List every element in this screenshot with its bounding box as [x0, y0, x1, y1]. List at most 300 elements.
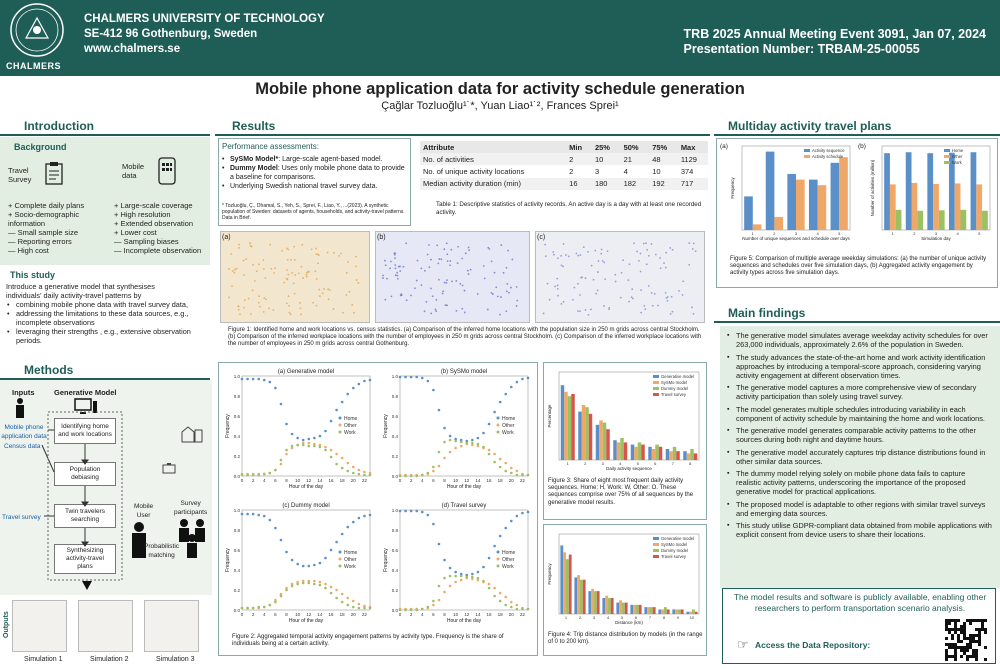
map-point	[428, 244, 430, 246]
map-point	[428, 266, 430, 268]
qr-module	[978, 634, 981, 637]
legend-label: Home	[344, 416, 358, 422]
y-tick-label: 0.4	[391, 434, 398, 439]
bar-sysmo-model	[687, 453, 691, 460]
qr-module	[975, 658, 978, 661]
qr-module	[963, 649, 966, 652]
map-point	[263, 297, 265, 299]
x-tick-label: 1	[891, 231, 894, 236]
map-dots	[220, 231, 705, 323]
map-point	[543, 313, 545, 315]
qr-module	[972, 640, 975, 643]
bar-generative-model	[630, 605, 633, 614]
bar-activity-schedule	[753, 224, 762, 230]
data-point-other	[438, 599, 441, 602]
data-point-home	[488, 423, 491, 426]
bar-generative-model	[616, 603, 619, 614]
bar-work	[960, 210, 966, 230]
map-point	[503, 272, 505, 274]
data-point-home	[504, 393, 507, 396]
map-point	[557, 285, 559, 287]
x-tick-label: 16	[328, 612, 334, 617]
twin-box: Twin travelers searching	[54, 504, 116, 528]
map-point	[249, 242, 251, 244]
map-point	[600, 253, 602, 255]
bar-generative-model	[631, 445, 635, 460]
bar-home	[884, 153, 890, 230]
data-point-other	[443, 591, 446, 594]
x-tick-label: 3	[934, 231, 938, 236]
map-point	[315, 253, 317, 255]
map-point	[457, 262, 459, 264]
data-point-home	[274, 387, 277, 390]
map-point	[693, 313, 695, 315]
x-tick-label: 2	[409, 612, 413, 617]
qr-module	[951, 634, 954, 637]
map-point	[286, 278, 288, 280]
x-tick-label: 18	[497, 478, 503, 483]
map-point	[691, 306, 693, 308]
bar-generative-model	[561, 385, 565, 460]
data-point-other	[499, 592, 502, 595]
y-tick-label: 0.6	[391, 548, 398, 553]
x-tick-label: 12	[306, 478, 312, 483]
debias-box: Population debiasing	[54, 462, 116, 486]
x-axis-label: Number of unique sequences and schedule over days	[742, 236, 850, 241]
bar-dummy-model	[636, 605, 639, 614]
map-point	[312, 302, 314, 304]
map-point	[236, 268, 238, 270]
data-point-other	[510, 467, 513, 470]
map-point	[665, 252, 667, 254]
data-point-work	[516, 474, 519, 477]
repo-text: The model results and software is publicly available, enabling other researchers to perform transportation scenario analysis.	[733, 592, 987, 613]
x-tick-label: 7	[648, 615, 652, 620]
data-point-work	[335, 463, 338, 466]
x-axis-label: Hour of the day	[288, 618, 324, 624]
results-rule	[215, 134, 710, 136]
bar-generative-model	[683, 451, 687, 460]
map-point	[442, 290, 444, 292]
map-point	[252, 264, 254, 266]
data-point-work	[246, 474, 249, 477]
qr-module	[969, 643, 972, 646]
qr-module	[975, 655, 978, 658]
map-point	[327, 252, 329, 254]
map-point	[544, 244, 546, 246]
data-point-other	[341, 593, 344, 596]
map-point	[258, 263, 260, 265]
y-tick-label: 0.0	[391, 608, 398, 613]
list-item: ▪ The model generates multiple schedules introducing variability in each component of activity schedule by maintaining the home and work locations.	[726, 405, 992, 423]
footnote: * Tozluoğlu, Ç., Dhamal, S., Yeh, S., Sprei, F., Liao, Y., ...(2023). A synthetic population of Sweden: datasets of agents, households, and activity-travel patterns. Data in Brief.	[222, 203, 405, 221]
data-point-other	[460, 445, 463, 448]
data-point-home	[346, 393, 349, 396]
sim-1-label: Simulation 1	[24, 656, 63, 663]
map-point	[563, 243, 565, 245]
travel-survey-points: + Complete daily plans + Socio-demographic information — Small sample size — Reporting errors — High cost	[8, 201, 85, 255]
map-point	[281, 250, 283, 252]
map-point	[327, 288, 329, 290]
data-point-work	[358, 473, 361, 476]
map-point	[290, 259, 292, 261]
qr-module	[945, 622, 948, 625]
data-point-home	[246, 513, 249, 516]
x-tick-label: 16	[486, 478, 492, 483]
data-point-home	[302, 439, 305, 442]
map-point	[306, 276, 308, 278]
data-point-home	[493, 411, 496, 414]
map-point	[659, 257, 661, 259]
data-point-other	[358, 603, 361, 606]
qr-module	[954, 658, 957, 661]
map-point	[593, 279, 595, 281]
x-tick-label: 2	[251, 612, 255, 617]
map-point	[340, 253, 342, 255]
qr-module	[951, 643, 954, 646]
data-point-other	[460, 579, 463, 582]
map-point	[426, 301, 428, 303]
x-tick-label: 7	[671, 461, 674, 466]
legend-label: Activity sequence	[812, 148, 845, 153]
qr-module	[963, 631, 966, 634]
qr-module	[978, 631, 981, 634]
qr-module	[948, 655, 951, 658]
data-point-home	[443, 559, 446, 562]
qr-module	[957, 628, 960, 631]
map-point	[595, 293, 597, 295]
x-tick-label: 18	[339, 612, 345, 617]
y-tick-label: 1.0	[391, 374, 398, 379]
map-point	[421, 284, 423, 286]
data-point-other	[443, 457, 446, 460]
data-point-other	[363, 471, 366, 474]
x-tick-label: 5	[620, 615, 624, 620]
repo-link[interactable]: Access the Data Repository:	[755, 640, 871, 650]
x-tick-label: 18	[497, 612, 503, 617]
list-item: ▪ The generative model generates comparable activity patterns to the other sources during both night and daytime hours.	[726, 426, 992, 444]
data-point-other	[449, 585, 452, 588]
bar-dummy-model	[585, 407, 589, 460]
data-point-work	[257, 606, 260, 609]
flow-arrows	[0, 380, 212, 595]
bar-work	[982, 211, 988, 230]
map-point	[601, 249, 603, 251]
y-tick-label: 0.6	[391, 414, 398, 419]
qr-code-icon[interactable]	[945, 619, 987, 661]
map-point	[508, 292, 510, 294]
data-point-other	[488, 583, 491, 586]
list-item: ▪ The generative model captures a more comprehensive view of secondary activity participation than solely using travel survey.	[726, 383, 992, 401]
x-tick-label: 8	[662, 615, 666, 620]
data-point-home	[521, 512, 524, 515]
qr-module	[945, 655, 948, 658]
y-tick-label: 0.2	[391, 588, 398, 593]
bar-generative-model	[588, 591, 591, 614]
methods-panel	[0, 380, 212, 595]
map-point	[289, 312, 291, 314]
data-point-work	[410, 475, 413, 478]
list-item: ▪ This study utilise GDPR-compliant data obtained from mobile applications with explicit consent from device users to share their locations.	[726, 521, 992, 539]
map-point	[233, 272, 235, 274]
qr-module	[972, 634, 975, 637]
map-point	[283, 282, 285, 284]
bar-travel-survey	[569, 555, 572, 614]
qr-module	[966, 646, 969, 649]
x-tick-label: 18	[339, 478, 345, 483]
mobile-user-label: Mobile User	[134, 503, 154, 519]
map-point	[338, 255, 340, 257]
data-point-work	[415, 609, 418, 612]
data-point-other	[454, 447, 457, 450]
bar-travel-survey	[625, 603, 628, 614]
header	[0, 0, 1000, 76]
data-point-home	[263, 379, 266, 382]
map-point	[263, 268, 265, 270]
map-point	[347, 261, 349, 263]
legend-marker	[339, 424, 342, 427]
qr-module	[966, 619, 969, 622]
legend-marker	[653, 375, 659, 378]
intro-heading: Introduction	[24, 119, 94, 133]
simulation-3-map	[144, 600, 199, 652]
data-point-work	[521, 474, 524, 477]
qr-module	[963, 628, 966, 631]
qr-module	[954, 655, 957, 658]
map-point	[651, 243, 653, 245]
data-point-home	[252, 513, 255, 516]
qr-module	[969, 646, 972, 649]
map-point	[288, 305, 290, 307]
legend-marker	[497, 565, 500, 568]
bar-travel-survey	[667, 609, 670, 614]
map-point	[665, 267, 667, 269]
x-tick-label: 22	[361, 612, 367, 617]
data-point-home	[510, 520, 513, 523]
data-point-home	[510, 386, 513, 389]
qr-module	[960, 646, 963, 649]
map-point	[577, 255, 579, 257]
map-point	[516, 300, 518, 302]
data-point-work	[499, 466, 502, 469]
data-point-work	[241, 474, 244, 477]
qr-module	[969, 622, 972, 625]
qr-module	[945, 628, 948, 631]
data-point-work	[313, 583, 316, 586]
x-tick-label: 8	[443, 478, 446, 483]
map-point	[287, 259, 289, 261]
data-point-work	[449, 439, 452, 442]
x-axis-label: Distance (km)	[615, 620, 643, 625]
data-point-home	[369, 514, 372, 517]
bar-generative-model	[596, 425, 600, 460]
data-point-home	[410, 510, 413, 513]
data-point-work	[246, 607, 249, 610]
map-point	[640, 271, 642, 273]
x-tick-label: 6	[274, 612, 277, 617]
data-point-work	[415, 475, 418, 478]
background-heading: Background	[14, 142, 67, 152]
x-tick-label: 20	[508, 612, 514, 617]
x-tick-label: 16	[328, 478, 334, 483]
simulation-2-map	[78, 600, 133, 652]
data-point-work	[527, 608, 530, 611]
bar-dummy-model	[638, 442, 642, 460]
map-point	[627, 279, 629, 281]
bar-dummy-model	[603, 423, 607, 460]
map-point	[461, 258, 463, 260]
map-point	[355, 265, 357, 267]
legend-marker	[944, 149, 950, 152]
map-point	[585, 277, 587, 279]
x-tick-label: 2	[251, 478, 255, 483]
qr-module	[981, 619, 984, 622]
map-point	[239, 313, 241, 315]
y-tick-label: 0.2	[233, 454, 240, 459]
findings-list	[720, 326, 1000, 539]
study-bullet-3: • leveraging their strengths , e.g., extensive observation periods.	[7, 327, 191, 345]
data-point-other	[335, 453, 338, 456]
data-point-work	[352, 472, 355, 475]
x-tick-label: 8	[285, 612, 288, 617]
map-point	[495, 286, 497, 288]
multiday-heading: Multiday activity travel plans	[728, 119, 892, 133]
qr-module	[963, 622, 966, 625]
x-tick-label: 4	[421, 612, 424, 617]
map-point	[444, 282, 446, 284]
map-point	[470, 269, 472, 271]
map-point	[552, 251, 554, 253]
address: SE-412 96 Gothenburg, Sweden	[84, 28, 258, 40]
x-tick-label: 5	[636, 461, 639, 466]
x-tick-label: 12	[464, 478, 470, 483]
map-point	[604, 278, 606, 280]
map-point	[430, 287, 432, 289]
qr-module	[972, 619, 975, 622]
qr-module	[975, 649, 978, 652]
bar-sysmo-model	[564, 392, 568, 460]
x-tick-label: 8	[689, 461, 692, 466]
poster-title: Mobile phone application data for activity schedule generation	[255, 80, 745, 98]
qr-module	[963, 637, 966, 640]
legend-label: Other	[502, 557, 515, 563]
data-point-work	[477, 443, 480, 446]
bar-travel-survey	[571, 394, 575, 460]
bar-activity-sequence	[809, 180, 818, 230]
table-row: No. of activities 2 10 21 48 1129	[420, 153, 708, 165]
map-point	[590, 309, 592, 311]
line-plots	[220, 364, 536, 632]
y-tick-label: 0.6	[233, 414, 240, 419]
data-point-work	[449, 575, 452, 578]
map-point	[259, 306, 261, 308]
map-point	[353, 312, 355, 314]
legend-marker	[339, 431, 342, 434]
x-tick-label: 1	[566, 461, 569, 466]
bar-home	[906, 152, 912, 230]
data-point-other	[346, 462, 349, 465]
data-point-home	[269, 381, 272, 384]
map-point	[250, 313, 252, 315]
map-point	[307, 271, 309, 273]
map-point	[557, 288, 559, 290]
presentation-line: Presentation Number: TRBAM-25-00055	[683, 42, 920, 56]
y-axis-label: Frequency	[383, 548, 389, 572]
y-axis-label: Frequency	[547, 563, 552, 585]
map-point	[553, 254, 555, 256]
qr-module	[951, 646, 954, 649]
performance-list	[222, 155, 408, 191]
figure-3-caption: Figure 3: Share of eight most frequent daily activity sequences. Home: H, Work: W, Other: O. These sequences comprise over 75% of all sequences by the generative model results.	[548, 478, 694, 506]
map-point	[440, 258, 442, 260]
map-point	[577, 310, 579, 312]
bar-dummy-model	[622, 603, 625, 614]
map-point	[573, 287, 575, 289]
y-axis-label: Number of activities (million)	[870, 159, 875, 217]
data-point-home	[280, 403, 283, 406]
map-point	[666, 297, 668, 299]
map-point	[414, 287, 416, 289]
legend-label: Work	[952, 160, 962, 165]
data-point-home	[427, 380, 430, 383]
data-point-work	[399, 609, 402, 612]
legend-marker	[339, 558, 342, 561]
data-point-home	[352, 387, 355, 390]
qr-module	[960, 655, 963, 658]
map-point	[549, 299, 551, 301]
map-point	[688, 242, 690, 244]
this-study-heading: This study	[10, 270, 56, 280]
x-tick-label: 8	[285, 478, 288, 483]
data-point-home	[291, 433, 294, 436]
legend-label: Other	[502, 423, 515, 429]
bar-activity-sequence	[766, 152, 775, 230]
map-point	[477, 293, 479, 295]
map-point	[394, 257, 396, 259]
repository-box	[722, 588, 996, 664]
data-point-work	[324, 587, 327, 590]
x-tick-label: 6	[432, 612, 435, 617]
website[interactable]: www.chalmers.se	[84, 43, 181, 55]
qr-module	[978, 628, 981, 631]
legend-label: Home	[502, 416, 516, 422]
map-point	[238, 309, 240, 311]
map-point	[506, 267, 508, 269]
map-point	[298, 272, 300, 274]
map-point	[516, 305, 518, 307]
data-point-other	[516, 470, 519, 473]
map-point	[306, 274, 308, 276]
list-item: ▪ The dummy model relying solely on mobile phone data fails to capture realistic activity patterns, underscoring the importance of the proposed generative model for practical applications.	[726, 469, 992, 496]
map-point	[554, 286, 556, 288]
data-point-other	[352, 600, 355, 603]
bar-sysmo-model	[675, 609, 678, 614]
bar-sysmo-model	[619, 600, 622, 614]
data-point-other	[335, 589, 338, 592]
map-point	[560, 303, 562, 305]
study-bullet-1: • combining mobile phone data with travel survey data,	[7, 300, 188, 309]
data-point-work	[443, 577, 446, 580]
data-point-work	[369, 474, 372, 477]
map-point	[262, 259, 264, 261]
map-point	[396, 275, 398, 277]
map-point	[443, 248, 445, 250]
map-point	[483, 265, 485, 267]
qr-module	[969, 640, 972, 643]
qr-module	[948, 646, 951, 649]
university-name: CHALMERS UNIVERSITY OF TECHNOLOGY	[84, 13, 325, 25]
map-point	[643, 305, 645, 307]
